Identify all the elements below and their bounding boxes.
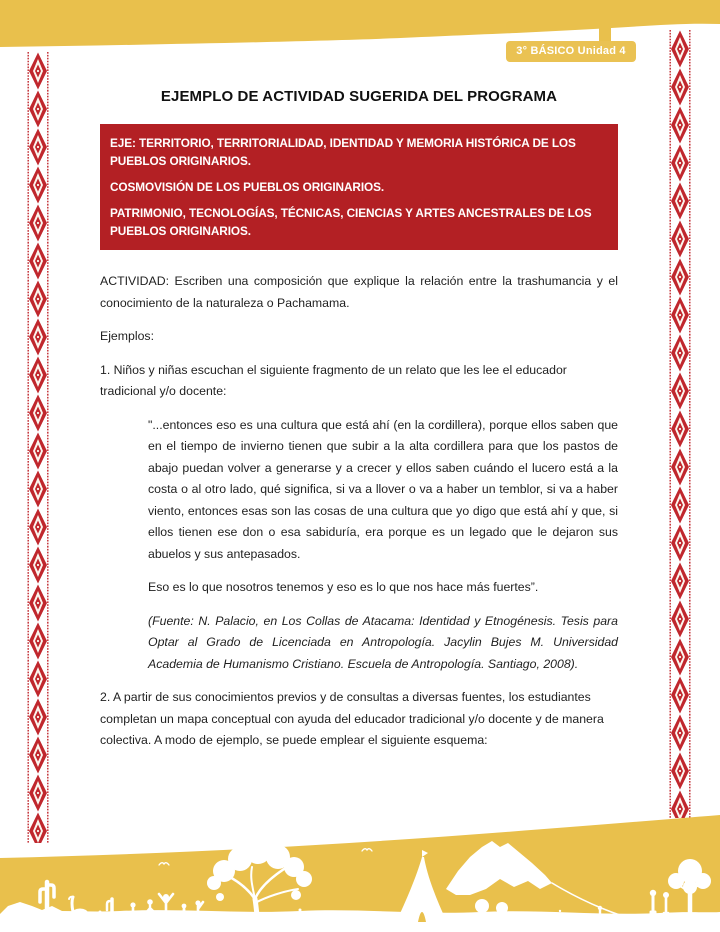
quote-closing-line: Eso es lo que nosotros tenemos y eso es lo que nos hace más fuertes”. <box>148 580 539 594</box>
eje-item-patrimonio: PATRIMONIO, TECNOLOGÍAS, TÉCNICAS, CIENCIAS Y ARTES ANCESTRALES DE LOS PUEBLOS ORIGINARIOS. <box>110 206 592 238</box>
eje-item-territorio: EJE: TERRITORIO, TERRITORIALIDAD, IDENTIDAD Y MEMORIA HISTÓRICA DE LOS PUEBLOS ORIGINARIOS. <box>110 136 576 168</box>
actividad-paragraph: ACTIVIDAD: Escriben una composición que explique la relación entre la trashumancia y el conocimiento de la naturaleza o Pachamama. <box>100 274 618 310</box>
bush-icon <box>373 914 383 920</box>
item1-paragraph: 1. Niños y niñas escuchan el siguiente fragmento de un relato que les lee el educador tradicional y/o docente: <box>100 362 567 398</box>
eje-item-cosmovision: COSMOVISIÓN DE LOS PUEBLOS ORIGINARIOS. <box>110 180 385 194</box>
quote-paragraph: "...entonces eso es una cultura que está ahí (en la cordillera), porque ellos saben que en el tiempo de invierno tienen que subir a la alta cordillera para que los pastos de abajo puedan volver a generarse y a crecer y ellos saben cuándo el lucero está a la costa o al otro lado, qué significa, si va a llover o va a haber un temblor, si va a haber viento, entonces esas son las cosas de una cultura que yo digo que está ahí y que, si ellos tienen ese don o esa sabiduría, era porque es un legado que le dejaron sus abuelos y sus antepasados. <box>148 417 618 561</box>
small-tree-icon <box>496 902 508 914</box>
item2-paragraph: 2. A partir de sus conocimientos previos y de consultas a diversas fuentes, los estudiantes completan un mapa conceptual con ayuda del educador tradicional y/o docente y de manera colectiva. A modo de ejemplo, se puede emplear el siguiente esquema: <box>100 690 604 747</box>
bush-icon <box>425 914 439 922</box>
ejemplos-label: Ejemplos: <box>100 329 154 343</box>
source-citation: (Fuente: N. Palacio, en Los Collas de Atacama: Identidad y Etnogénesis. Tesis para Optar al Grado de Licenciada en Antropología. Jacylin Bujes M. Universidad Academia de Humanismo Cristiano. Escuela de Antropología. Santiago, 2008). <box>148 613 618 671</box>
page-title: EJEMPLO DE ACTIVIDAD SUGERIDA DEL PROGRAMA <box>160 88 558 105</box>
quote-block <box>148 415 618 676</box>
eje-box <box>100 124 618 250</box>
small-tree-icon <box>475 899 489 913</box>
bottom-band-illustration <box>0 807 720 932</box>
content-column <box>100 88 618 752</box>
unit-badge: 3° BÁSICO Unidad 4 <box>506 41 636 62</box>
left-border-pattern-icon <box>27 52 49 843</box>
right-border-pattern-icon <box>669 30 691 818</box>
